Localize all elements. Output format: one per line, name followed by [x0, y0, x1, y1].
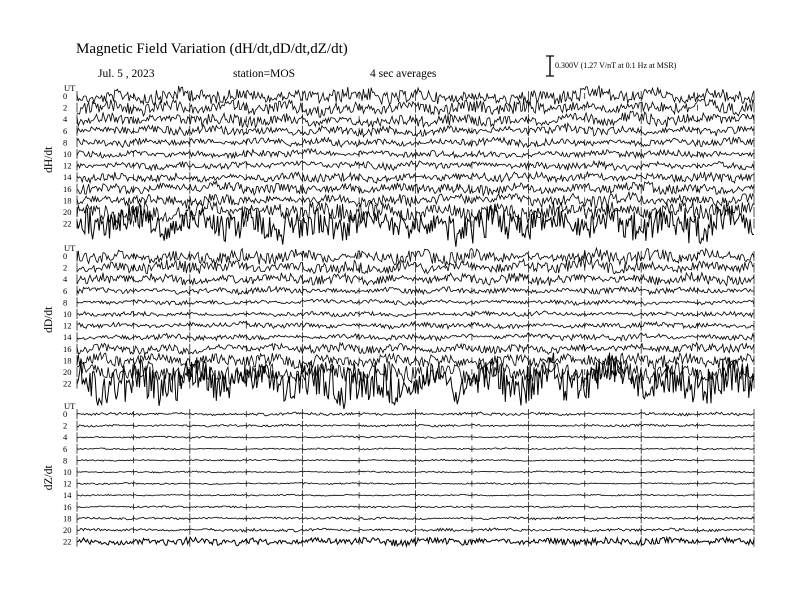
- scale-bar-label: 0.300V (1.27 V/nT at 0.1 Hz at MSR): [555, 61, 677, 70]
- hour-label: 2: [63, 420, 68, 431]
- hour-label: 6: [63, 125, 68, 136]
- hour-label: 10: [63, 309, 72, 319]
- panel-label: dD/dt: [43, 306, 55, 333]
- hour-label: 16: [63, 183, 72, 194]
- hour-label: 18: [63, 513, 72, 524]
- panels: [43, 83, 754, 547]
- ut-label: UT: [64, 83, 76, 93]
- ut-label: UT: [64, 243, 76, 253]
- hour-label: 14: [63, 172, 72, 183]
- hour-label: 2: [63, 262, 68, 273]
- hour-label: 12: [63, 478, 72, 489]
- hour-label: 16: [63, 501, 72, 512]
- hour-label: 20: [63, 367, 72, 377]
- panel-label: dZ/dt: [43, 465, 55, 491]
- hour-label: 16: [63, 343, 72, 354]
- hour-label: 22: [63, 378, 72, 389]
- hour-label: 22: [63, 218, 72, 229]
- hour-label: 10: [63, 149, 72, 159]
- hour-label: 6: [63, 285, 68, 296]
- panel-dz-dt: [43, 401, 754, 547]
- chart-title: Magnetic Field Variation (dH/dt,dD/dt,dZ/dt): [76, 41, 348, 57]
- hour-label: 6: [63, 443, 68, 454]
- hour-label: 0: [63, 409, 68, 419]
- hour-label: 4: [63, 114, 68, 125]
- hour-label: 12: [63, 320, 72, 331]
- averaging-label: 4 sec averages: [370, 68, 437, 80]
- hour-label: 18: [63, 355, 72, 366]
- hour-label: 12: [63, 160, 72, 171]
- hour-label: 8: [63, 455, 68, 466]
- hour-label: 8: [63, 137, 68, 148]
- hour-label: 4: [63, 432, 68, 443]
- hour-label: 8: [63, 297, 68, 308]
- hour-label: 10: [63, 467, 72, 477]
- panel-dd-dt: [43, 243, 754, 409]
- panel-label: dH/dt: [43, 146, 55, 173]
- hour-label: 14: [63, 332, 72, 343]
- hour-label: 20: [63, 207, 72, 217]
- hour-label: 20: [63, 525, 72, 535]
- hour-label: 22: [63, 536, 72, 547]
- ut-label: UT: [64, 401, 76, 411]
- hour-label: 18: [63, 195, 72, 206]
- hour-label: 0: [63, 91, 68, 101]
- hour-label: 2: [63, 102, 68, 113]
- hour-label: 4: [63, 274, 68, 285]
- hour-label: 0: [63, 251, 68, 261]
- hour-label: 14: [63, 490, 72, 501]
- date-label: Jul. 5 , 2023: [98, 68, 155, 80]
- panel-dh-dt: [43, 83, 754, 247]
- station-label: station=MOS: [233, 68, 296, 80]
- scale-bar: [546, 56, 677, 76]
